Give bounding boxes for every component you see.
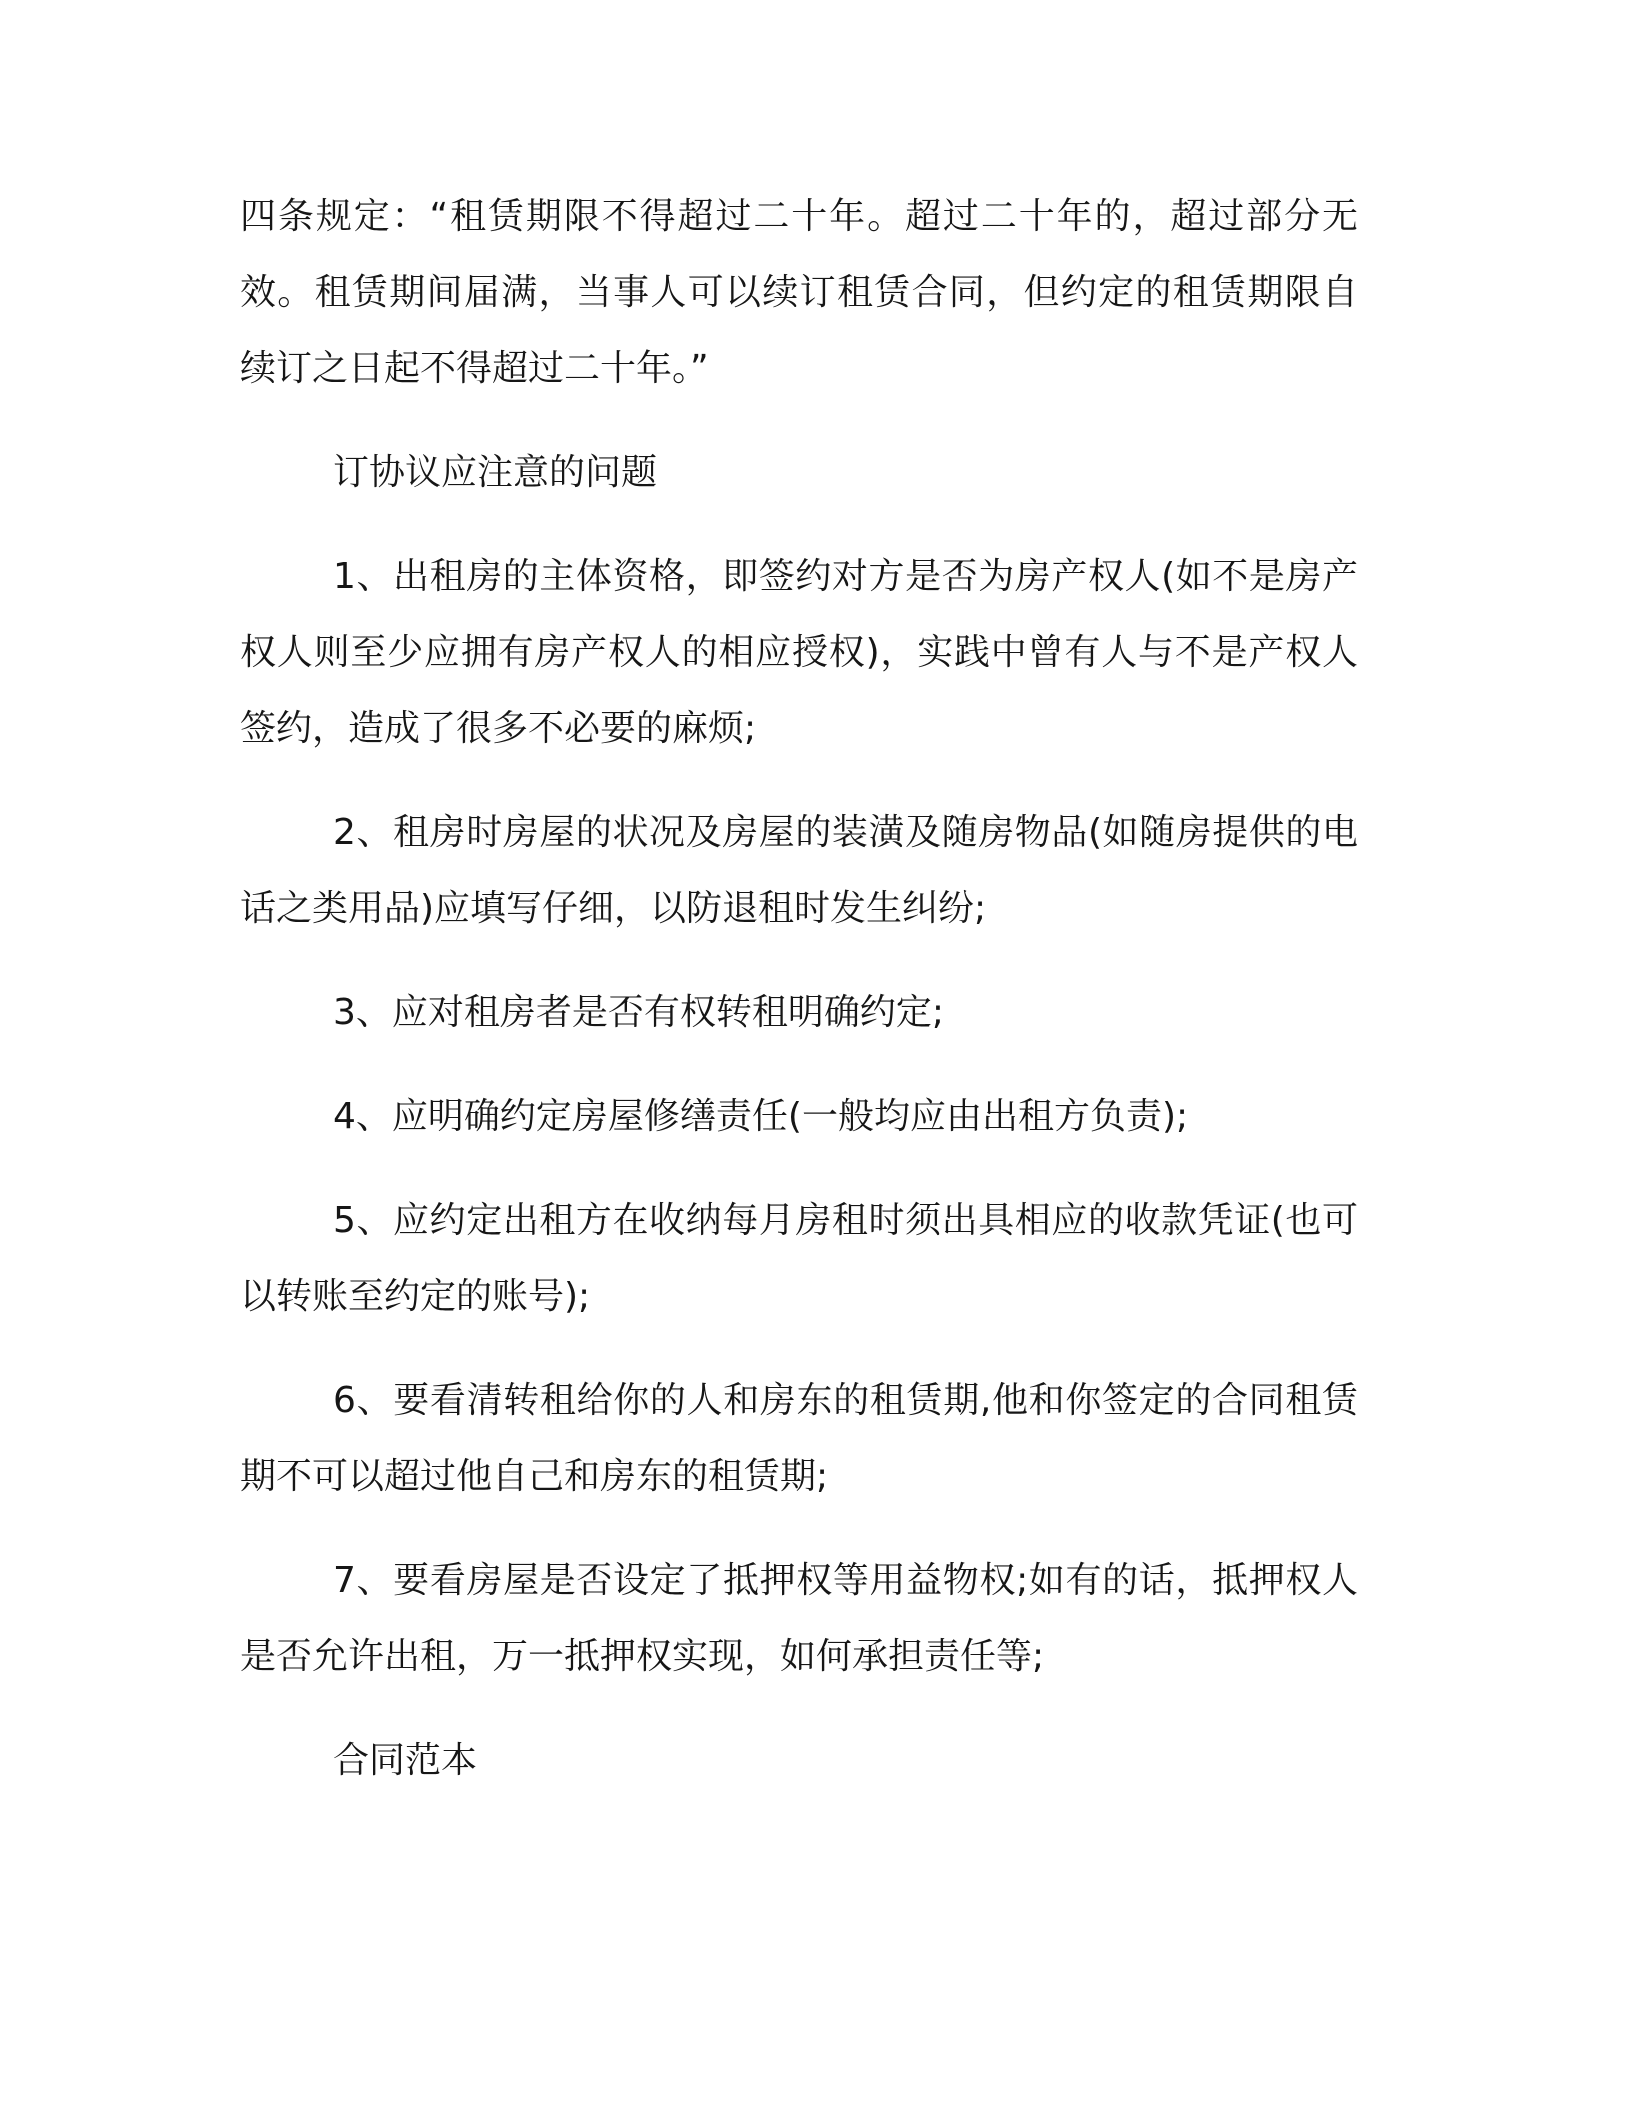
paragraph-lease-term-rule — [240, 179, 1358, 407]
section-heading: 合同范本 — [333, 1740, 478, 1781]
list-item-2 — [240, 795, 1358, 947]
paragraph-line: 2、租房时房屋的状况及房屋的装潢及随房物品(如随房提供的电 — [333, 812, 1358, 853]
paragraph-line: 4、应明确约定房屋修缮责任(一般均应由出租方负责); — [333, 1096, 1189, 1137]
list-item-4 — [240, 1079, 1358, 1155]
paragraph-line: 5、应约定出租方在收纳每月房租时须出具相应的收款凭证(也可 — [333, 1200, 1358, 1241]
paragraph-line: 以转账至约定的账号); — [240, 1276, 591, 1317]
paragraph-line: 签约，造成了很多不必要的麻烦; — [240, 708, 757, 749]
list-item-6 — [240, 1363, 1358, 1515]
paragraph-line: 续订之日起不得超过二十年。” — [240, 348, 709, 389]
list-item-7 — [240, 1543, 1358, 1695]
section-heading: 订协议应注意的问题 — [333, 452, 658, 493]
paragraph-line: 是否允许出租，万一抵押权实现，如何承担责任等; — [240, 1636, 1045, 1677]
paragraph-line: 3、应对租房者是否有权转租明确约定; — [333, 992, 945, 1033]
list-item-3 — [240, 975, 1358, 1051]
paragraph-line: 期不可以超过他自己和房东的租赁期; — [240, 1456, 829, 1497]
section-heading-contract-template — [240, 1723, 1358, 1799]
paragraph-line: 权人则至少应拥有房产权人的相应授权)，实践中曾有人与不是产权人 — [240, 632, 1358, 673]
paragraph-line: 7、要看房屋是否设定了抵押权等用益物权;如有的话，抵押权人 — [333, 1560, 1358, 1601]
paragraph-line: 效。租赁期间届满，当事人可以续订租赁合同，但约定的租赁期限自 — [240, 272, 1358, 313]
paragraph-line: 四条规定：“租赁期限不得超过二十年。超过二十年的，超过部分无 — [240, 196, 1358, 237]
paragraph-line: 话之类用品)应填写仔细，以防退租时发生纠纷; — [240, 888, 987, 929]
list-item-5 — [240, 1183, 1358, 1335]
paragraph-line: 6、要看清转租给你的人和房东的租赁期,他和你签定的合同租赁 — [333, 1380, 1358, 1421]
paragraph-line: 1、出租房的主体资格，即签约对方是否为房产权人(如不是房产 — [333, 556, 1358, 597]
document-body — [240, 179, 1358, 1827]
list-item-1 — [240, 539, 1358, 767]
section-heading-notes — [240, 435, 1358, 511]
